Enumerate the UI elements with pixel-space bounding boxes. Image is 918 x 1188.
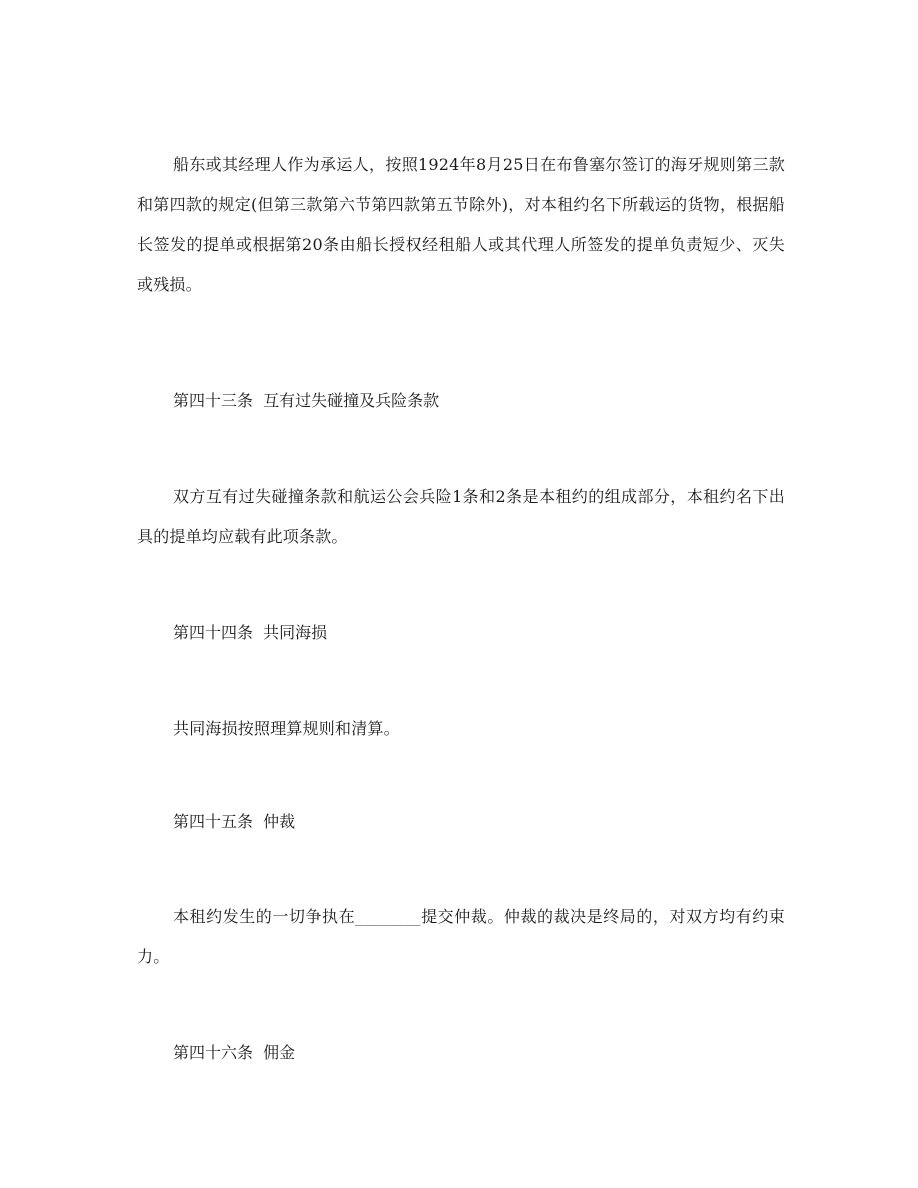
heading-article-46: 第四十六条 佣金 xyxy=(173,1043,296,1062)
paragraph-article-45 xyxy=(137,897,785,977)
arbitration-place-blank: ________ xyxy=(355,907,421,926)
heading-article-43: 第四十三条 互有过失碰撞及兵险条款 xyxy=(173,391,440,410)
heading-article-45: 第四十五条 仲裁 xyxy=(173,812,296,831)
heading-article-44: 第四十四条 共同海损 xyxy=(173,623,328,642)
paragraph-article-45-text-before: 本租约发生的一切争执在 xyxy=(173,907,356,926)
paragraph-article-44: 共同海损按照理算规则和清算。 xyxy=(173,719,400,738)
paragraph-carrier-liability: 船东或其经理人作为承运人，按照1924年8月25日在布鲁塞尔签订的海牙规则第三款和第四款的规定(但第三款第六节第四款第五节除外)，对本租约名下所载运的货物，根据船长签发的提单或根据第20条由船长授权经租船人或其代理人所签发的提单负责短少、灭失或残损。 xyxy=(137,155,785,294)
paragraph-article-45-text-after: 提交仲裁。仲裁的裁决是终局的，对双方均有约束力。 xyxy=(137,907,786,966)
paragraph-article-43: 双方互有过失碰撞条款和航运公会兵险1条和2条是本租约的组成部分，本租约名下出具的提单均应载有此项条款。 xyxy=(137,487,785,546)
